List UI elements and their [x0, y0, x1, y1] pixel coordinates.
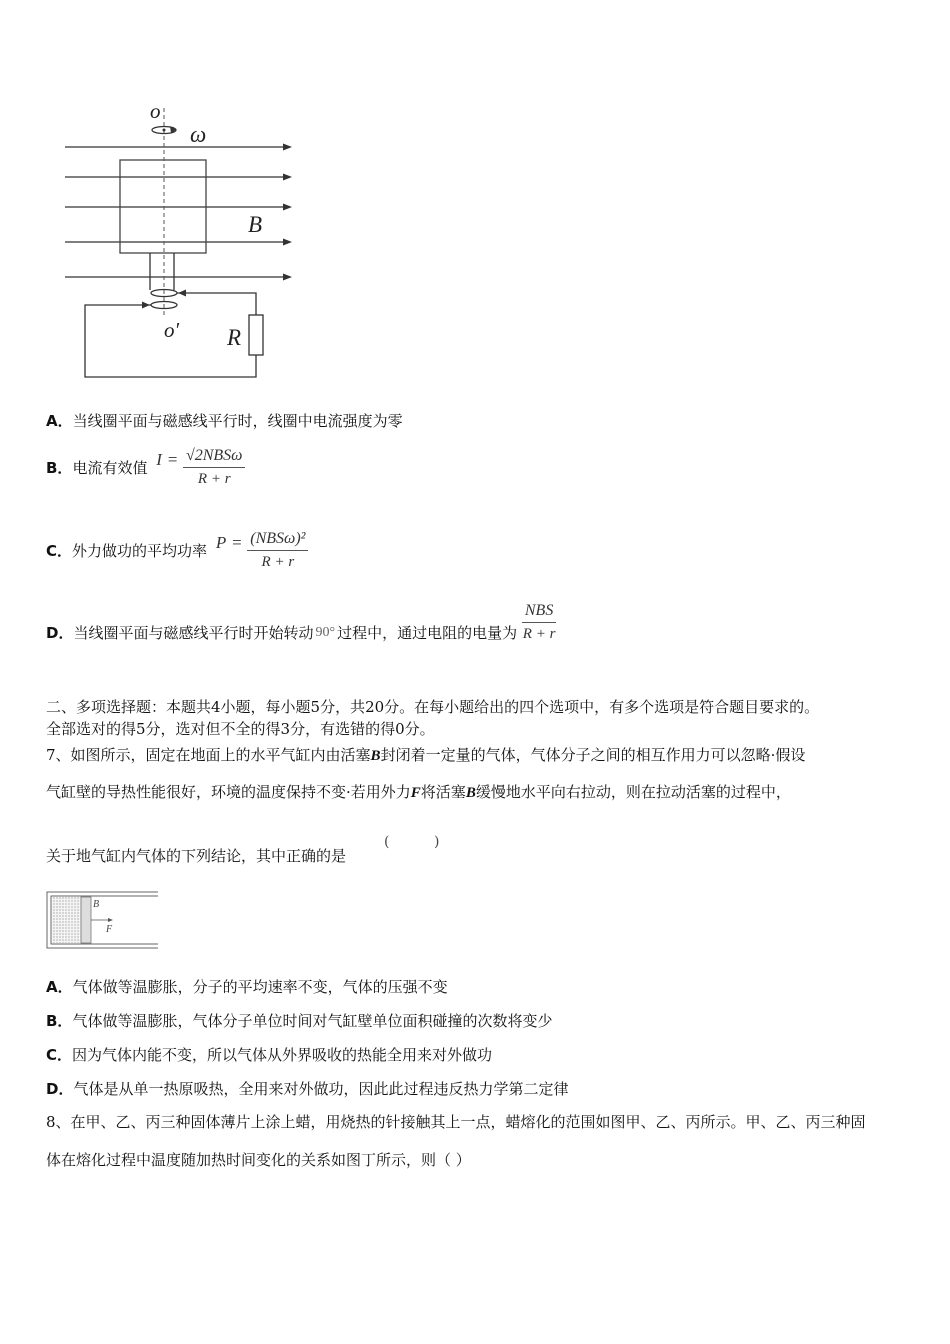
option-d [46, 602, 556, 653]
option-letter: C． [46, 1046, 73, 1064]
section-header-line: 二、多项选择题：本题共4小题，每小题5分，共20分。在每小题给出的四个选项中，有多个选项是符合题目要求的。 [46, 698, 820, 716]
label-o: o [150, 100, 161, 123]
fraction-denominator: R + r [261, 554, 295, 570]
piston [81, 897, 91, 943]
option-text: 电流有效值 [72, 459, 148, 477]
option-text: 气体是从单一热原吸热，全用来对外做功，因此此过程违反热力学第二定律 [73, 1080, 569, 1098]
option-a [46, 976, 448, 997]
option-letter: C． [46, 542, 73, 560]
question-7-stem: 关于地气缸内气体的下列结论，其中正确的是 [46, 847, 347, 865]
label-B: B [248, 212, 263, 237]
option-letter: A． [46, 978, 73, 996]
option-letter: D． [46, 1080, 74, 1098]
fraction-numerator: √2NBSω [183, 447, 246, 468]
label-force-F: F [106, 924, 113, 935]
option-letter: A． [46, 412, 73, 430]
option-text: 气体做等温膨胀，分子的平均速率不变，气体的压强不变 [72, 978, 448, 996]
question-7-stem: 7、如图所示，固定在地面上的水平气缸内由活塞B封闭着一定量的气体，气体分子之间的相互作用力可以忽略·假设 [46, 746, 806, 764]
option-text: 因为气体内能不变，所以气体从外界吸收的热能全用来对外做功 [72, 1046, 493, 1064]
coil-in-field-figure [60, 100, 310, 385]
formula-fraction [183, 447, 246, 488]
fraction-denominator: R + r [197, 471, 231, 487]
question-8-stem: 体在熔化过程中温度随加热时间变化的关系如图丁所示，则（ ） [46, 1151, 471, 1169]
option-b [46, 1010, 552, 1031]
fraction-numerator: (NBSω)² [247, 530, 308, 551]
question-8-stem: 8、在甲、乙、丙三种固体薄片上涂上蜡，用烧热的针接触其上一点，蜡熔化的范围如图甲、乙、丙所示。甲、乙、丙三种固 [46, 1113, 866, 1131]
formula-variable: P [215, 532, 227, 552]
option-text: 当线圈平面与磁感线平行时，线圈中电流强度为零 [72, 412, 403, 430]
option-letter: D． [46, 624, 74, 642]
formula-equals: = [230, 532, 243, 552]
question-7-stem: 气缸壁的导热性能很好，环境的温度保持不变·若用外力F将活塞B缓慢地水平向右拉动，则在拉动活塞的过程中， [46, 783, 791, 801]
option-text: 气体做等温膨胀，气体分子单位时间对气缸壁单位面积碰撞的次数将变少 [72, 1012, 553, 1030]
formula-equals: = [166, 449, 179, 469]
option-d [46, 1078, 568, 1099]
angle-value: 90° [315, 624, 336, 640]
option-b [46, 447, 245, 488]
option-letter: B． [46, 1012, 73, 1030]
gas-region [52, 897, 81, 943]
option-c [46, 530, 308, 571]
fraction-numerator: NBS [522, 602, 556, 623]
resistor [249, 315, 263, 355]
label-o-prime: o′ [164, 318, 180, 342]
option-text: 当线圈平面与磁感线平行时开始转动 [73, 624, 314, 642]
option-text: 外力做功的平均功率 [72, 542, 208, 560]
cylinder-piston-figure [44, 888, 162, 954]
formula-fraction [522, 602, 556, 643]
formula-variable: I [156, 449, 162, 469]
section-header [46, 696, 908, 740]
section-header-line: 全部选对的得5分，选对但不全的得3分，有选错的得0分。 [46, 720, 435, 738]
label-omega: ω [190, 122, 207, 147]
answer-paren: ( ) [384, 834, 440, 850]
option-a [46, 410, 403, 431]
label-R: R [227, 325, 242, 350]
option-text: 过程中，通过电阻的电量为 [337, 624, 518, 642]
option-letter: B． [46, 459, 73, 477]
fraction-denominator: R + r [522, 626, 556, 642]
formula-fraction [247, 530, 308, 571]
label-piston-B: B [93, 899, 100, 910]
option-c [46, 1044, 492, 1065]
